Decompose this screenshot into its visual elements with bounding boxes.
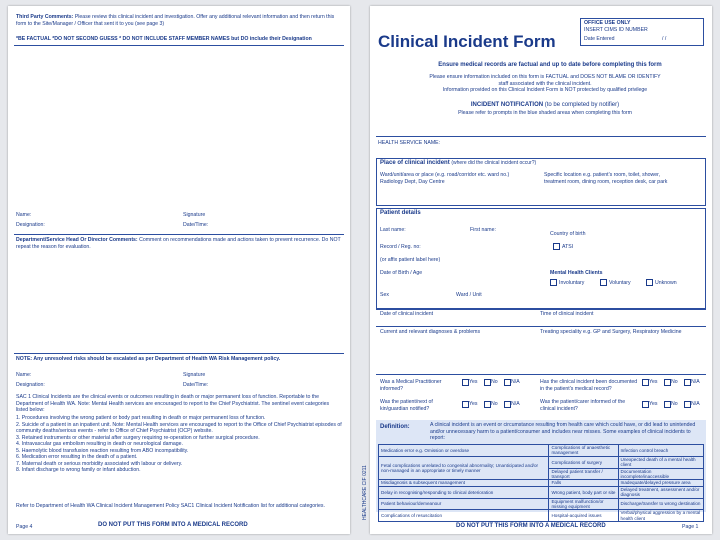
practitioner-question: Was a Medical Practitioner informed? bbox=[380, 379, 442, 392]
rule-line bbox=[14, 45, 344, 46]
rule-line bbox=[376, 326, 706, 327]
grid-cell: Documentation incomplete/inaccessible bbox=[618, 468, 703, 480]
carer-no-checkbox[interactable] bbox=[664, 401, 671, 408]
grid-cell: Wrong patient, body part or site bbox=[549, 486, 618, 498]
grid-cell: Unexpected death of a mental health client bbox=[618, 456, 703, 468]
grid-cell: Hospital-acquired issues bbox=[549, 510, 618, 522]
department-comments-intro: Department/Service Head Or Director Comments: Comment on recommendations made and actions taken to prevent recurrence. Do NOT repeat the reason for evaluation. bbox=[16, 237, 341, 250]
grid-cell: Infection control breach bbox=[618, 445, 703, 457]
practitioner-yes-checkbox[interactable] bbox=[462, 379, 469, 386]
voluntary-label: Voluntary bbox=[609, 280, 631, 286]
patient-na-checkbox[interactable] bbox=[504, 401, 511, 408]
notice-line: staff associated with the clinical incident. bbox=[498, 80, 592, 87]
patient-details-heading: Patient details bbox=[380, 210, 421, 216]
date-of-incident-label: Date of clinical incident bbox=[380, 311, 434, 317]
no-label: No bbox=[491, 379, 498, 385]
yes-label: Yes bbox=[469, 379, 478, 385]
unknown-label: Unknown bbox=[655, 280, 677, 286]
na-label: N/A bbox=[691, 401, 700, 407]
third-party-comments-field[interactable] bbox=[16, 48, 342, 208]
grid-cell: Inadequate/delayed pressure area bbox=[618, 480, 703, 486]
sac1-intro: SAC 1 Clinical Incidents are the clinical events or outcomes resulting in death or major permanent loss of function. Reportable to the Department of Health WA. Note: Mental Health services are encouraged to report to the Chief Psychiatrist. The sentinel event categories listed below: bbox=[16, 394, 330, 413]
date-entered-label: Date Entered bbox=[584, 36, 615, 42]
rule-line bbox=[14, 353, 344, 354]
refer-policy-text: Refer to Department of Health WA Clinical Incident Management Policy SAC1 Clinical Incident Notification list for additional categories. bbox=[16, 503, 325, 509]
date-of-birth-label: Date of Birth / Age bbox=[380, 270, 423, 276]
sentinel-event-item: 1. Procedures involving the wrong patient or body part resulting in death or major permanent loss of function. bbox=[16, 415, 266, 421]
designation-label: Designation: bbox=[16, 222, 45, 228]
recorded-yes-checkbox[interactable] bbox=[642, 379, 649, 386]
signature-label: Signature bbox=[183, 372, 206, 378]
treating-speciality-label: Treating speciality e.g. GP and Surgery, Respiratory Medicine bbox=[540, 329, 682, 335]
unknown-checkbox[interactable] bbox=[646, 279, 653, 286]
notification-heading: INCIDENT NOTIFICATION (to be completed by notifier) bbox=[470, 102, 620, 108]
grid-cell: Patient behaviour/demeanour bbox=[379, 498, 549, 510]
na-label: N/A bbox=[511, 401, 520, 407]
patient-no-checkbox[interactable] bbox=[484, 401, 491, 408]
page-number: Page 4 bbox=[16, 524, 33, 530]
form-page-4 bbox=[8, 6, 350, 534]
na-label: N/A bbox=[691, 379, 700, 385]
practitioner-no-checkbox[interactable] bbox=[484, 379, 491, 386]
sentinel-event-item: 7. Maternal death or serious morbidity associated with labour or delivery. bbox=[16, 460, 183, 467]
atsi-label: ATSI bbox=[562, 244, 574, 250]
place-heading: Place of clinical incident (where did the clinical incident occur?) bbox=[380, 160, 537, 166]
privacy-notice bbox=[390, 74, 700, 94]
grid-cell: Complications of resuscitation bbox=[379, 510, 549, 522]
office-use-label: OFFICE USE ONLY bbox=[584, 20, 631, 26]
grid-cell: Medication error e.g. Omission or overdose bbox=[379, 445, 549, 457]
sentinel-event-item: 2. Suicide of a patient in an inpatient unit. Note: Mental Health services are encouraged to report to the Office of Chief Psychiatrist episodes of community deaths/serious events - refer to Office of Chief Psychiatrist (OCP) website. bbox=[16, 421, 342, 434]
record-number-label: Record / Reg. no: bbox=[380, 244, 421, 250]
signature-label: Signature bbox=[183, 212, 206, 218]
third-party-comments-intro: Third Party Comments: Please review this clinical incident and investigation. Offer any additional relevant information and then return this form to the Site/Manager / Officer that sent it to you (see page 3) bbox=[16, 14, 335, 27]
escalation-note: NOTE: Any unresolved risks should be escalated as per Department of Health WA Risk Management policy. bbox=[16, 356, 281, 362]
grid-cell: Complications of anaesthetic management bbox=[549, 445, 618, 457]
cims-id-label: INSERT CIMS ID NUMBER bbox=[584, 27, 648, 33]
grid-cell: Complications of surgery bbox=[549, 456, 618, 468]
grid-cell: Fetal complications unrelated to congenital abnormality; Unanticipated and/or non-managed in an appropriate or timely manner bbox=[379, 456, 549, 480]
designation-label: Designation: bbox=[16, 382, 45, 388]
sentinel-event-item: 8. Infant discharge to wrong family or infant abduction. bbox=[16, 467, 141, 473]
page-number: Page 1 bbox=[682, 524, 699, 530]
grid-cell: Delayed treatment, assessment and/or diagnosis bbox=[618, 486, 703, 498]
sentinel-event-item: 4. Intravascular gas embolism resulting in death or neurological damage. bbox=[16, 441, 183, 447]
form-title: Clinical Incident Form bbox=[378, 32, 556, 51]
place-specific-label: Specific location e.g. patient's room, toilet, shower, treatment room, dining room, reception desk, car park bbox=[544, 172, 668, 185]
health-service-label: HEALTH SERVICE NAME: bbox=[378, 140, 441, 146]
involuntary-checkbox[interactable] bbox=[550, 279, 557, 286]
voluntary-checkbox[interactable] bbox=[600, 279, 607, 286]
form-subtitle: Ensure medical records are factual and up to date before completing this form bbox=[438, 62, 662, 68]
rule-line bbox=[376, 308, 706, 309]
sex-label: Sex bbox=[380, 292, 389, 298]
yes-label: Yes bbox=[649, 401, 658, 407]
definition-text: A clinical incident is an event or circumstance resulting from health care which could have, or did lead to unintended and/or unnecessary harm to a patient/consumer and includes near misses. Some examples of clinical incidents to report: bbox=[430, 422, 696, 441]
footer-warning: DO NOT PUT THIS FORM INTO A MEDICAL RECORD bbox=[456, 523, 606, 529]
rule-line bbox=[376, 374, 706, 375]
notification-ref: Please refer to prompts in the blue shaded areas when completing this form bbox=[458, 110, 632, 116]
footer-warning: DO NOT PUT THIS FORM INTO A MEDICAL RECORD bbox=[98, 522, 248, 528]
yes-label: Yes bbox=[469, 401, 478, 407]
grid-cell: Equipment malfunction/or missing equipment bbox=[549, 498, 618, 510]
ward-unit-label: Ward / Unit bbox=[456, 292, 482, 298]
rule-line bbox=[376, 136, 706, 137]
grid-cell: Verbal/physical aggression by a mental health client bbox=[618, 510, 703, 522]
atsi-checkbox[interactable] bbox=[553, 243, 560, 250]
place-ward-label: Ward/unit/area or place (e.g. road/corridor etc. ward no.) Radiology Dept, Day Centre bbox=[380, 172, 510, 185]
sentinel-event-list bbox=[16, 415, 342, 474]
mental-health-label: Mental Health Clients bbox=[550, 270, 603, 276]
patient-notified-question: Was the patient/next of kin/guardian notified? bbox=[380, 399, 433, 412]
grid-cell: Falls bbox=[549, 480, 618, 486]
date-time-label: Date/Time: bbox=[183, 222, 209, 228]
recorded-question: Has the clinical incident been documented in the patient's medical record? bbox=[540, 379, 638, 392]
diagnosis-label: Current and relevant diagnoses & problems bbox=[380, 329, 481, 335]
sentinel-event-item: 3. Retained instruments or other material after surgery requiring re-operation or further surgical procedure. bbox=[16, 434, 260, 441]
date-time-label: Date/Time: bbox=[183, 382, 209, 388]
definition-label: Definition: bbox=[380, 424, 410, 430]
yes-label: Yes bbox=[649, 379, 658, 385]
grid-cell: Discharge/transfer to wrong destination bbox=[618, 498, 703, 510]
grid-cell: Misdiagnosis & subsequent management bbox=[379, 480, 549, 486]
form-page-1 bbox=[370, 6, 712, 534]
form-code: HEALTHCARE CIF 0211 bbox=[362, 465, 368, 520]
name-label: Name: bbox=[16, 372, 32, 378]
third-party-rules: *BE FACTUAL *DO NOT SECOND GUESS * DO NOT INCLUDE STAFF MEMBER NAMES but DO include their Designation bbox=[16, 36, 312, 42]
sentinel-event-item: 5. Haemolytic blood transfusion reaction resulting from ABO incompatibility. bbox=[16, 447, 189, 454]
grid-cell: Delayed patient transfer / transport bbox=[549, 468, 618, 480]
time-of-incident-label: Time of clinical incident bbox=[540, 311, 594, 317]
patient-yes-checkbox[interactable] bbox=[462, 401, 469, 408]
carer-na-checkbox[interactable] bbox=[684, 401, 691, 408]
grid-cell: Delay in recognising/responding to clinical deterioration bbox=[379, 486, 549, 498]
name-label: Name: bbox=[16, 212, 32, 218]
practitioner-na-checkbox[interactable] bbox=[504, 379, 511, 386]
country-of-birth-label: Country of birth bbox=[550, 231, 586, 237]
department-comments-field[interactable] bbox=[16, 252, 342, 352]
involuntary-label: Involuntary bbox=[559, 280, 585, 286]
carer-question: Was the patient/carer informed of the clinical incident? bbox=[540, 399, 626, 412]
carer-yes-checkbox[interactable] bbox=[642, 401, 649, 408]
no-label: No bbox=[671, 401, 678, 407]
notice-line: Information provided on this Clinical Incident Form is NOT protected by qualified privilege bbox=[442, 87, 648, 93]
rule-line bbox=[14, 234, 344, 235]
recorded-na-checkbox[interactable] bbox=[684, 379, 691, 386]
last-name-label: Last name: bbox=[380, 227, 406, 233]
no-label: No bbox=[671, 379, 678, 385]
recorded-no-checkbox[interactable] bbox=[664, 379, 671, 386]
patient-label-note: (or affix patient label here) bbox=[380, 257, 441, 263]
na-label: N/A bbox=[511, 379, 520, 385]
first-name-label: First name: bbox=[470, 227, 496, 233]
date-entered-field[interactable]: / / bbox=[662, 36, 667, 42]
sentinel-event-item: 6. Medication error resulting in the death of a patient. bbox=[16, 454, 138, 460]
health-service-field[interactable] bbox=[440, 139, 702, 147]
no-label: No bbox=[491, 401, 498, 407]
notice-line: Please ensure information included on this form is FACTUAL and DOES NOT BLAME OR IDENTIFY bbox=[429, 74, 661, 80]
incident-examples-grid bbox=[378, 444, 704, 522]
